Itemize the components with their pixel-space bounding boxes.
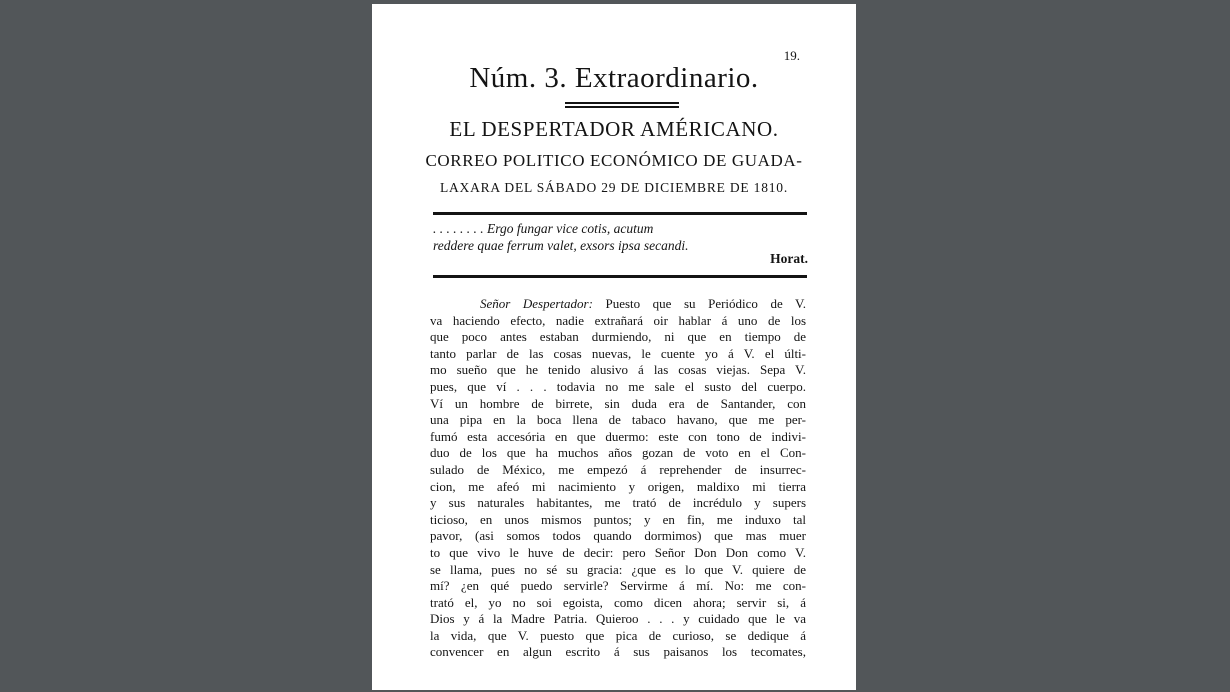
body-line: va haciendo efecto, nadie extrañará oir hablar á uno de los [430, 312, 806, 328]
body-line: Ví un hombre de birrete, sin duda era de Santander, con [430, 395, 806, 411]
body-line: se llama, pues no sé su gracia: ¿que es lo que V. quiere de [430, 561, 806, 577]
body-line: fumó esta accesória en que duermo: este con tono de indivi- [430, 428, 806, 444]
body-line: convencer en algun escrito á sus paisanos los tecomates, [430, 644, 806, 660]
body-line: Dios y á la Madre Patria. Quieroo . . . y cuidado que le va [430, 611, 806, 627]
epigraph-line-1: . . . . . . . . Ergo fungar vice cotis, acutum [433, 221, 654, 236]
body-line: mo sueño que he tenido alusivo á las cosas viejas. Sepa V. [430, 362, 806, 378]
paper-name: EL DESPERTADOR AMÉRICANO. [449, 117, 779, 141]
bottom-rule [433, 275, 807, 278]
body-line: cion, me afeó mi nacimiento y origen, maldixo mi tierra [430, 478, 806, 494]
top-rule [433, 212, 807, 215]
body-line: sulado de México, me empezó á reprehender de insurrec- [430, 461, 806, 477]
salutation: Señor Despertador: [480, 296, 593, 311]
page-number: 19. [783, 48, 800, 63]
body-line: una pipa en la boca llena de tabaco havano, que me per- [430, 412, 806, 428]
epigraph [433, 220, 807, 254]
body-line: pues, que ví . . . todavia no me sale el susto del cuerpo. [430, 378, 806, 394]
date-line: LAXARA DEL SÁBADO 29 DE DICIEMBRE DE 1810. [439, 180, 789, 195]
body-line: mí? ¿en qué puedo servirle? Servirme á mí. No: me con- [430, 578, 806, 594]
body-line: ticioso, en unos mismos puntos; y en fin, me induxo tal [430, 511, 806, 527]
body-line: to que vivo le huve de decir: pero Señor Don Don como V. [430, 544, 806, 560]
body-line: tanto parlar de las cosas nuevas, le cuente yo á V. el últi- [430, 345, 806, 361]
body-line: trató el, yo no soi egoista, como dicen ahora; servir si, á [430, 594, 806, 610]
body-line: duo de los que ha muchos años gozan de voto en el Con- [430, 445, 806, 461]
epigraph-author: Horat. [770, 251, 808, 266]
document-page [372, 4, 856, 690]
body-line: pavor, (asi somos todos quando dormimos) que mas muer [430, 528, 806, 544]
body-line: que poco antes estaban durmiendo, ni que en tiempo de [430, 329, 806, 345]
double-rule [565, 102, 679, 108]
body-line [430, 296, 806, 313]
epigraph-line-2: reddere quae ferrum valet, exsors ipsa secandi. [433, 238, 689, 253]
body-line: la vida, que V. puesto que pica de curioso, se dedique á [430, 627, 806, 643]
body-line: y sus naturales habitantes, me trató de incrédulo y supers [430, 495, 806, 511]
article-body [430, 296, 806, 661]
paper-subtitle: CORREO POLITICO ECONÓMICO DE GUADA- [425, 151, 803, 170]
body-line-text: Puesto que su Periódico de V. [592, 296, 806, 311]
issue-title: Núm. 3. Extraordinario. [469, 62, 759, 94]
